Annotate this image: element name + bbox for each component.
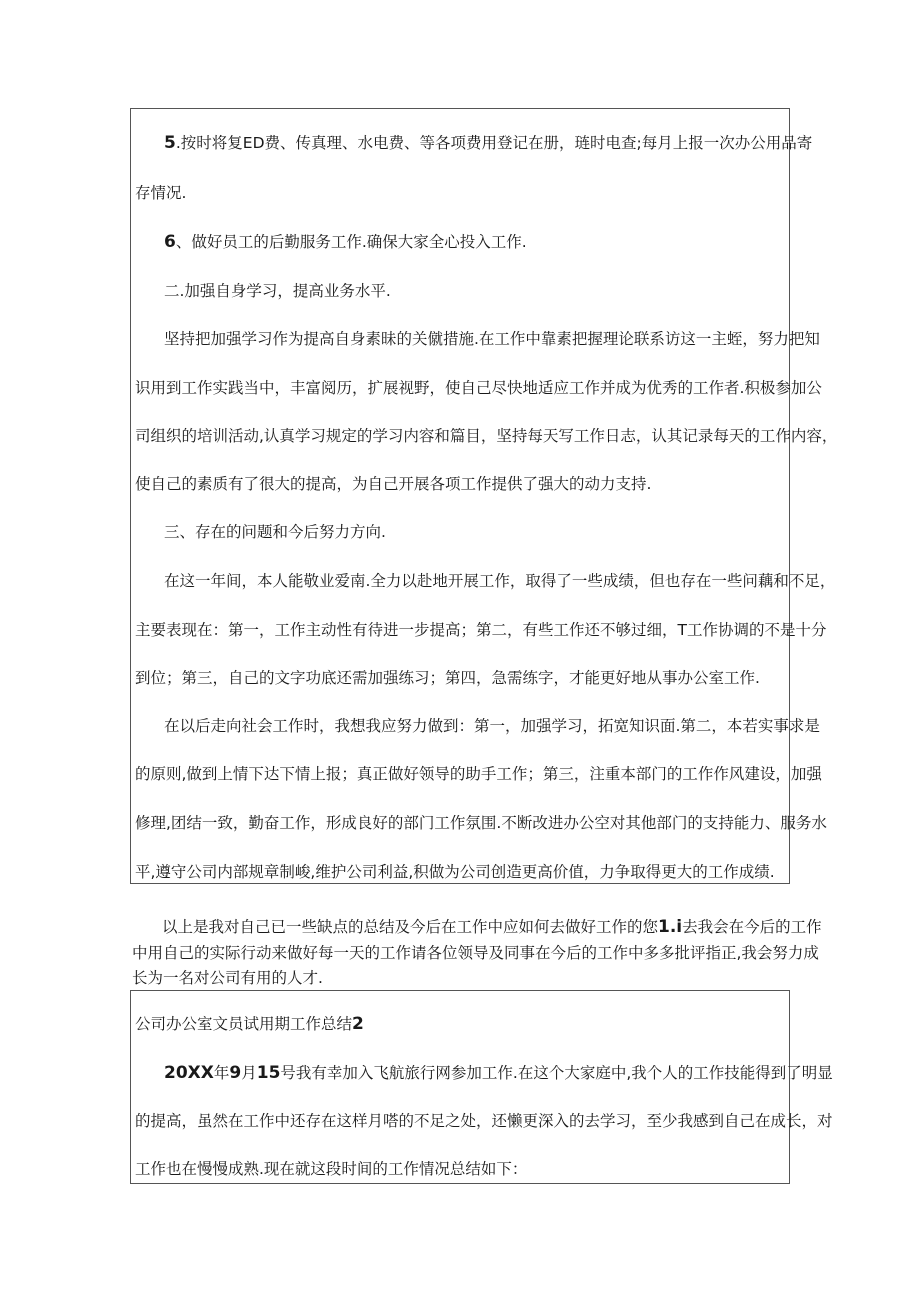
para-4-line: 的原则,做到上情下达下情上报；真正做好领导的助手工作；第三，注重本部门的工作作风建设，加强 [135,765,822,783]
para-2-line: 坚持把加强学习作为提高自身素昧的关僦措施.在工作中靠素把握理论联系访这一主蛭，努力把知 [164,330,820,348]
date-month: 9 [229,1063,242,1083]
item-6-line [164,231,787,253]
para-4-line: 平,遵守公司内部规章制峻,维护公司利益,积做为公司创造更高价值，力争取得更大的工作成绩. [135,863,775,881]
item-5-text: .按时将复ED费、传真理、水电费、等各项费用登记在册，琏时电查;每月上报一次办公用品寄 [175,134,813,152]
closing-line-2: 中用自己的实际行动来做好每一天的工作请各位领导及同事在今后的工作中多多批评指正,我会努力成 [132,944,819,962]
item-6-text: 、做好员工的后勤服务工作.确保大家全心投入工作. [175,233,527,251]
closing-line-1-pre: 以上是我对自己已一些缺点的总结及今后在工作中应如何去做好工作的您 [162,918,659,936]
summary-two-box [130,990,833,1184]
summary-two-title-number: 2 [352,1014,364,1034]
closing-line-1-bold: 1.i [658,917,683,937]
para-3-line: 到位；第三，自己的文字功底还需加强练习；第四，急需练字，才能更好地从事办公室工作. [135,669,760,687]
para-4-line: 在以后走向社会工作时，我想我应努力做到：第一，加强学习，拓宽知识面.第二，本若实事求是 [164,717,820,735]
date-yue: 月 [241,1064,257,1082]
date-year: 20XX [164,1063,214,1083]
para-2-line: 使自己的素质有了很大的提高，为自己开展各项工作提供了强大的动力支持. [135,475,652,493]
item-5-number: 5 [164,133,176,153]
closing-line-1-post: 去我会在今后的工作 [682,918,822,936]
heading-two: 二.加强自身学习，提高业务水平. [164,282,391,300]
para-2-line: 识用到工作实践当中，丰富阅历，扩展视野，使自己尽快地适应工作并成为优秀的工作者.积极参加公 [135,379,822,397]
summary-two-line-3: 工作也在慢慢成熟.现在就这段时间的工作情况总结如下： [135,1160,528,1178]
item-5-line-2: 存情况. [135,184,187,202]
date-nian: 年 [213,1064,230,1082]
heading-three: 三、存在的问题和今后努力方向. [164,523,386,541]
item-6-number: 6 [164,232,176,252]
summary-two-line-2: 的提高，虽然在工作中还存在这样月嗒的不足之处，还懒更深入的去学习，至少我感到自己在成长，对 [135,1112,833,1130]
item-5-line-1 [164,132,813,154]
summary-two-line-1 [164,1062,833,1084]
closing-line-1 [162,916,822,938]
summary-two-line-1-rest: 号我有幸加入飞航旅行网参加工作.在这个大家庭中,我个人的工作技能得到了明显 [280,1064,833,1082]
para-3-line: 在这一年间，本人能敬业爱南.全力以赴地开展工作，取得了一些成绩，但也存在一些问藕和不足， [164,572,836,590]
summary-section-box [130,108,838,884]
summary-two-title-text: 公司办公室文员试用期工作总结 [135,1015,353,1033]
para-3-line: 主要表现在：第一，工作主动性有待进一步提高；第二，有些工作还不够过细，T工作协调的不是十分 [135,621,827,639]
summary-two-title [135,1013,787,1035]
para-2-line: 司组织的培训活动,认真学习规定的学习内容和篇目，坚持每天写工作日志，认其记录每天的工作内容， [135,427,838,445]
date-day: 15 [256,1063,281,1083]
para-4-line: 修理,团结一致，勤奋工作，形成良好的部门工作氛围.不断改进办公空对其他部门的支持能力、服务水 [135,814,827,832]
closing-line-3: 长为一名对公司有用的人才. [132,969,323,987]
